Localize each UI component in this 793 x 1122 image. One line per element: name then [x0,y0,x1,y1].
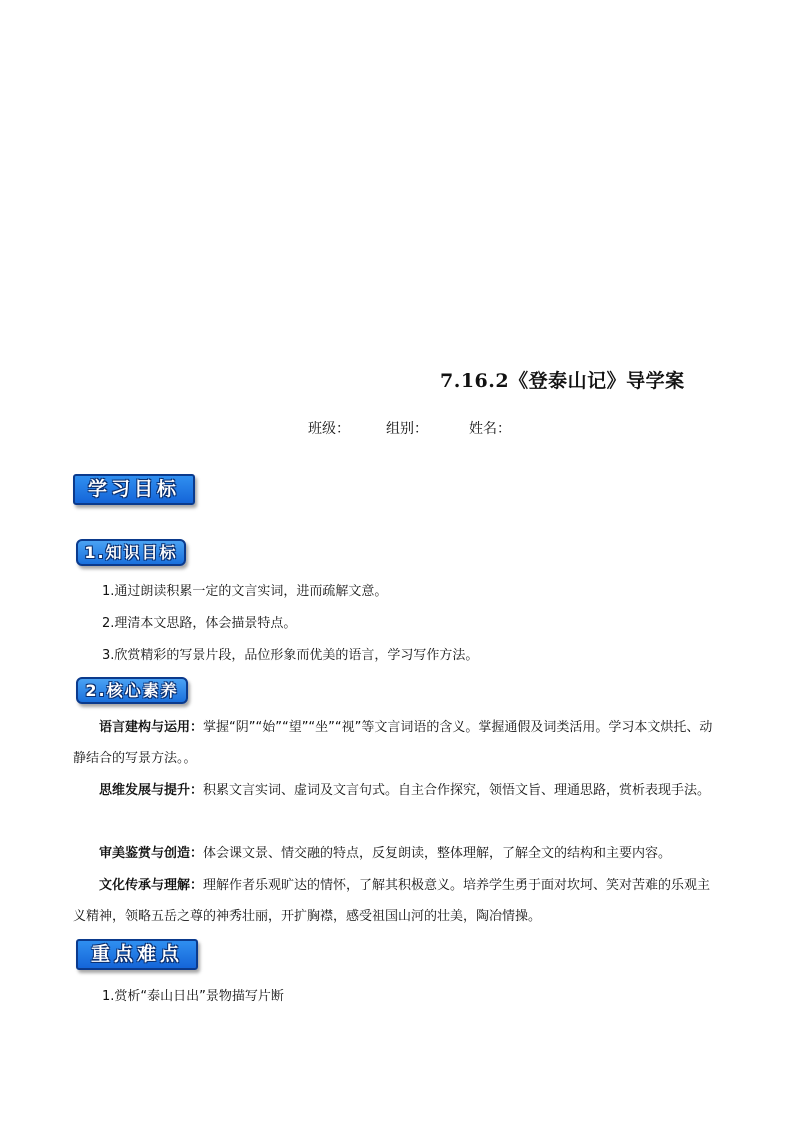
core-item-text: 体会课文景、情交融的特点，反复朗读，整体理解，了解全文的结构和主要内容。 [203,846,672,861]
core-literacy-badge: 2.核心素养 [76,677,188,704]
core-item-culture [73,870,713,932]
knowledge-goals-badge: 1.知识目标 [76,539,186,566]
core-item-language [73,712,713,774]
core-item-label: 语言建构与运用： [99,720,204,735]
learning-goals-badge: 学习目标 [73,474,195,505]
page-title: 7.16.2《登泰山记》导学案 [440,370,685,392]
core-item-text: 理解作者乐观旷达的情怀，了解其积极意义。培养学生勇于面对坎坷、笑对苦难的乐观主义精神，领略五岳之尊的神秀壮丽，开扩胸襟，感受祖国山河的壮美，陶冶情操。 [73,878,711,924]
core-item-text: 积累文言实词、虚词及文言句式。自主合作探究，领悟文旨、理通思路，赏析表现手法。 [203,783,711,798]
key-difficulties-badge: 重点难点 [76,939,198,970]
core-item-text: 掌握“阴”“始”“望”“坐”“视”等文言词语的含义。掌握通假及词类活用。学习本文烘托、动静结合的写景方法。。 [73,720,713,766]
knowledge-item: 1.通过朗读积累一定的文言实词，进而疏解文意。 [102,584,388,599]
knowledge-item: 3.欣赏精彩的写景片段，品位形象而优美的语言，学习写作方法。 [102,648,479,663]
name-label: 姓名： [469,421,511,437]
core-item-label: 审美鉴赏与创造： [99,846,204,861]
core-item-label: 文化传承与理解： [99,878,204,893]
core-item-label: 思维发展与提升： [99,783,204,798]
group-label: 组别： [386,421,428,437]
core-item-aesthetic [73,838,713,869]
core-item-thinking [73,775,713,806]
class-label: 班级： [308,421,350,437]
knowledge-item: 2.理清本文思路，体会描景特点。 [102,616,297,631]
focus-item: 1.赏析“泰山日出”景物描写片断 [102,989,284,1004]
